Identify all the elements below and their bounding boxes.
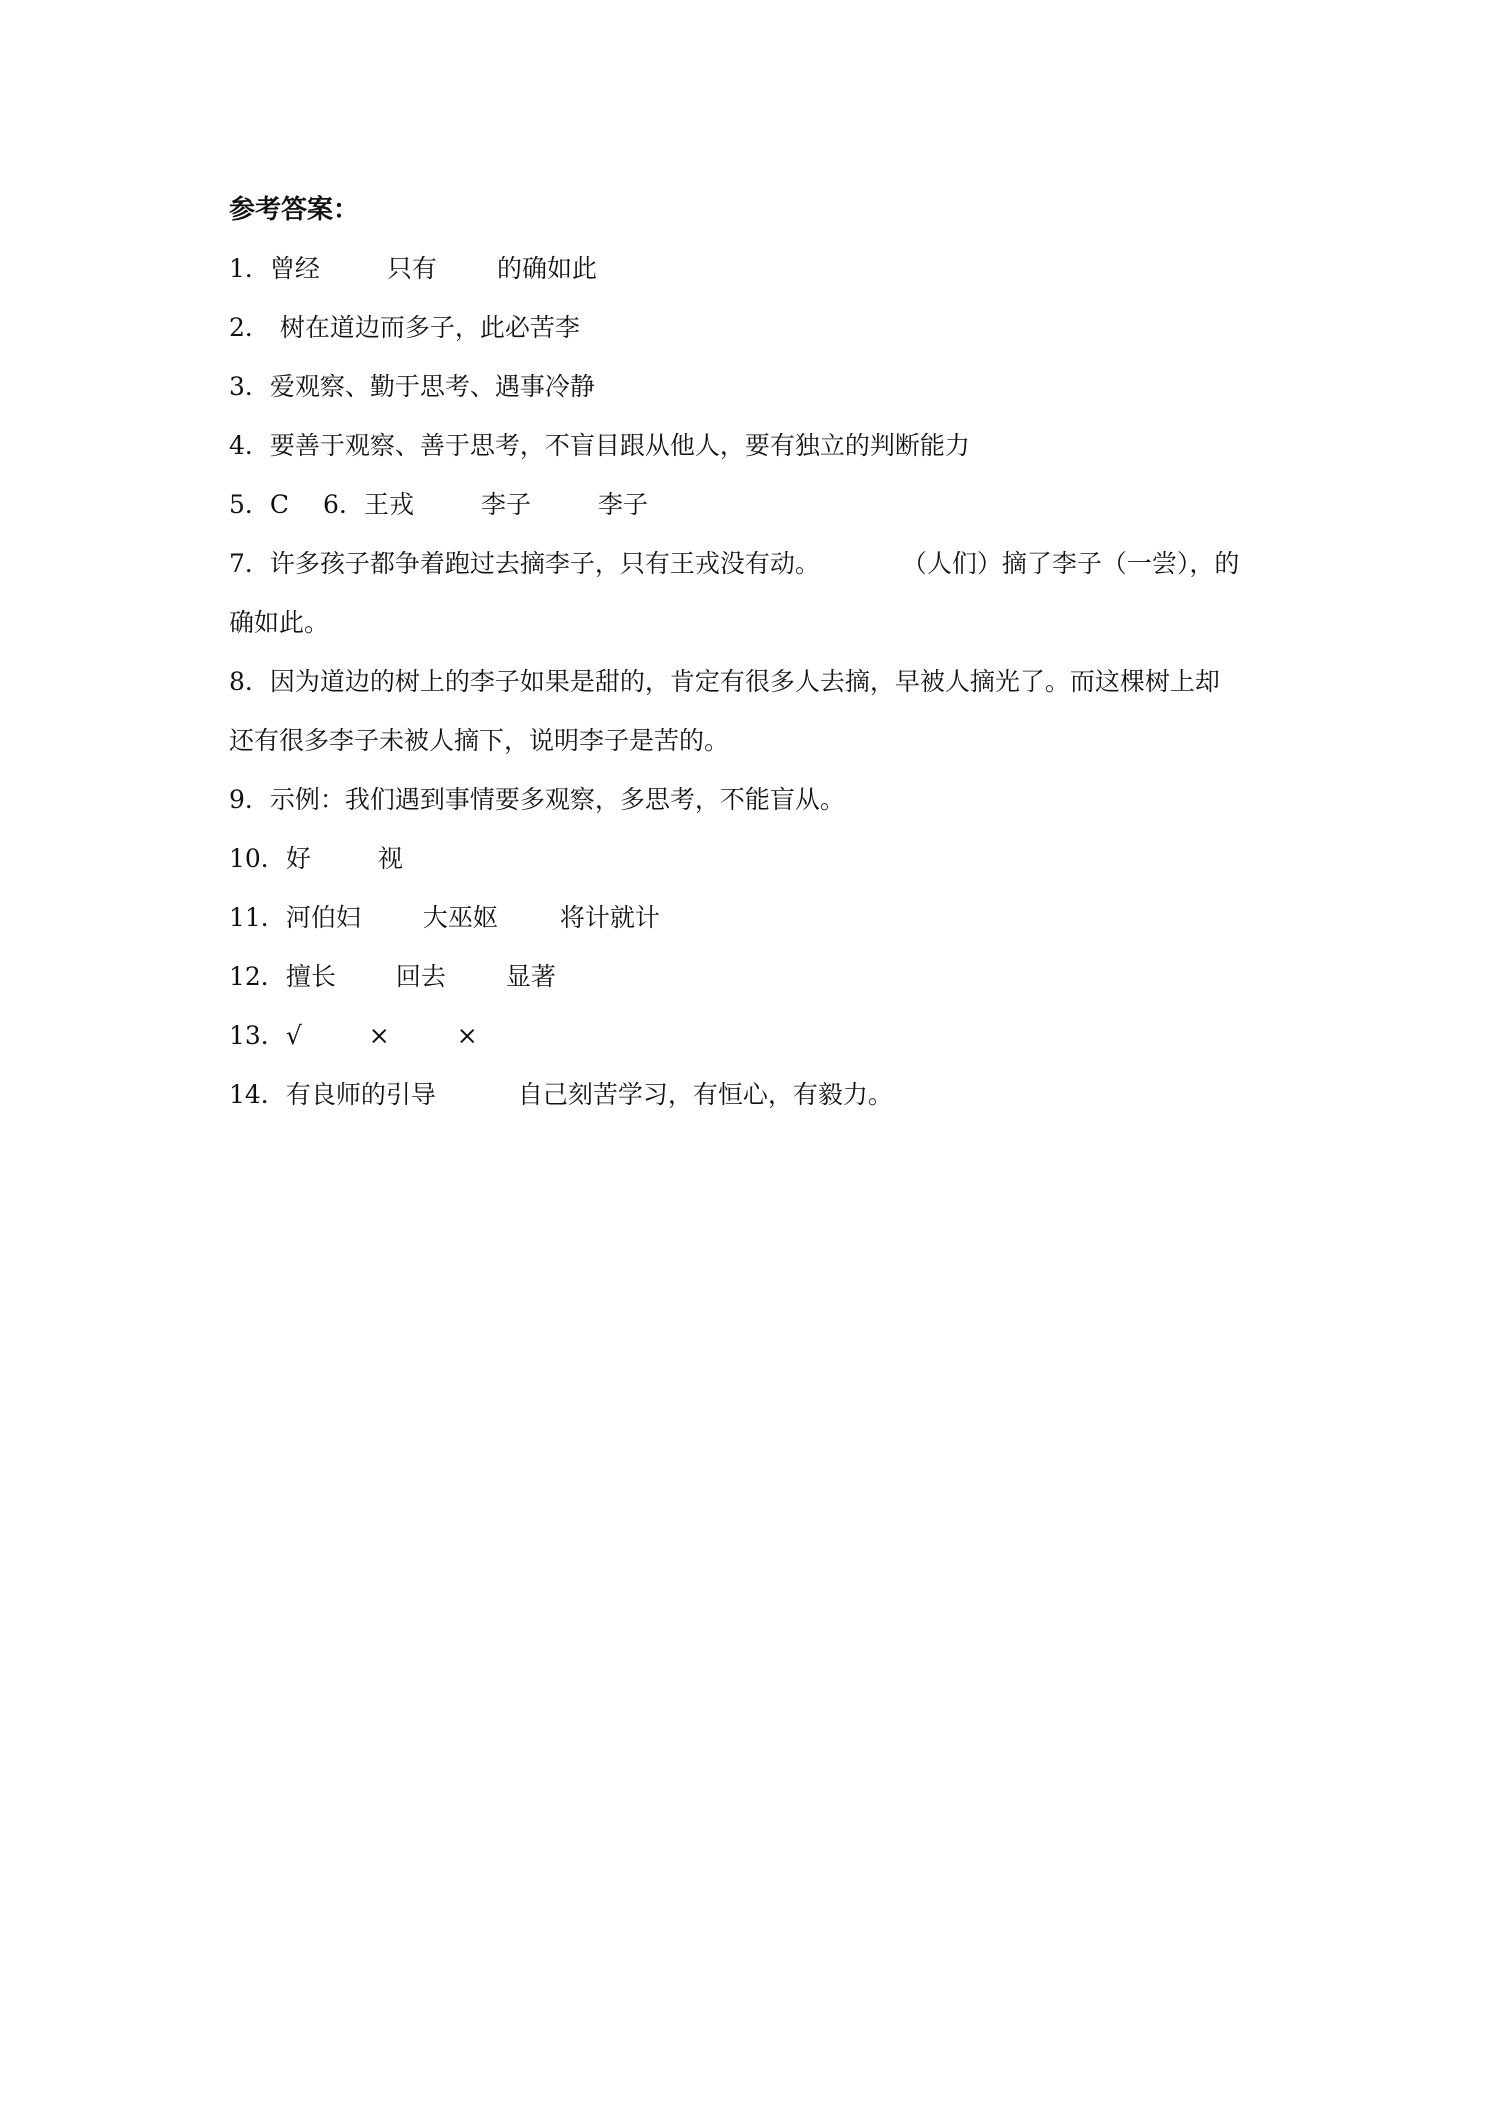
answer-text: 将计就计: [559, 903, 660, 932]
answer-text: 大巫妪: [422, 903, 498, 932]
answer-text: 好: [285, 844, 311, 873]
answer-7: [229, 544, 1269, 584]
answer-text: 视: [377, 844, 403, 873]
answer-1: [229, 249, 1269, 289]
answer-number: 3．: [229, 372, 270, 401]
answer-number: 1．: [229, 254, 270, 283]
answer-text: √: [285, 1021, 302, 1050]
answer-text: ×: [456, 1021, 478, 1050]
answer-text: 要善于观察、善于思考，不盲目跟从他人，要有独立的判断能力: [269, 431, 970, 460]
answer-13: [229, 1016, 1269, 1056]
answer-3: [229, 367, 1269, 407]
answer-text: 树在道边而多子，此必苦李: [279, 313, 580, 342]
answer-number: 9．: [229, 785, 270, 814]
answer-number: 14．: [229, 1080, 286, 1109]
answer-4: [229, 426, 1269, 466]
answer-text: 许多孩子都争着跑过去摘李子，只有王戎没有动。: [269, 549, 820, 578]
answer-number: 2．: [229, 313, 270, 342]
answer-text: 示例：我们遇到事情要多观察，多思考，不能盲从。: [269, 785, 845, 814]
answer-text: 李子: [480, 490, 531, 519]
answer-9: [229, 780, 1269, 820]
answer-12: [229, 957, 1269, 997]
answer-text: 显著: [505, 962, 556, 991]
answer-number: 12．: [229, 962, 286, 991]
answer-number: 8．: [229, 667, 270, 696]
answer-11: [229, 898, 1269, 938]
answer-number: 13．: [229, 1021, 286, 1050]
answer-text: 自己刻苦学习，有恒心，有毅力。: [517, 1080, 893, 1109]
answer-text: （人们）摘了李子（一尝），的: [901, 549, 1240, 578]
answer-text: 李子: [597, 490, 648, 519]
answer-text: 确如此。: [229, 608, 330, 637]
answer-text: 王戎: [363, 490, 414, 519]
answer-number: 11．: [229, 903, 286, 932]
answer-number: 6．: [323, 490, 364, 519]
answer-text: 的确如此: [496, 254, 597, 283]
answer-text: 还有很多李子未被人摘下，说明李子是苦的。: [229, 726, 730, 755]
answer-text: 河伯妇: [285, 903, 361, 932]
answer-14: [229, 1075, 1269, 1115]
answer-number: 5．: [229, 490, 270, 519]
answer-text: C: [269, 490, 290, 519]
answer-7-continued: [229, 603, 1269, 643]
answer-number: 4．: [229, 431, 270, 460]
answer-2: [229, 308, 1269, 348]
answer-text: 擅长: [285, 962, 336, 991]
answer-text: 曾经: [269, 254, 320, 283]
answer-8-continued: [229, 721, 1269, 761]
answer-text: 只有: [386, 254, 437, 283]
answer-section: [229, 190, 1269, 1134]
answer-text: 爱观察、勤于思考、遇事冷静: [269, 372, 595, 401]
answer-8: [229, 662, 1269, 702]
answer-5-6: [229, 485, 1269, 525]
answer-text: 因为道边的树上的李子如果是甜的，肯定有很多人去摘，早被人摘光了。而这棵树上却: [269, 667, 1220, 696]
answer-text: ×: [368, 1021, 390, 1050]
answer-10: [229, 839, 1269, 879]
answer-number: 10．: [229, 844, 286, 873]
answer-text: 回去: [395, 962, 446, 991]
answer-number: 7．: [229, 549, 270, 578]
section-title: 参考答案：: [229, 195, 360, 225]
answer-text: 有良师的引导: [285, 1080, 436, 1109]
